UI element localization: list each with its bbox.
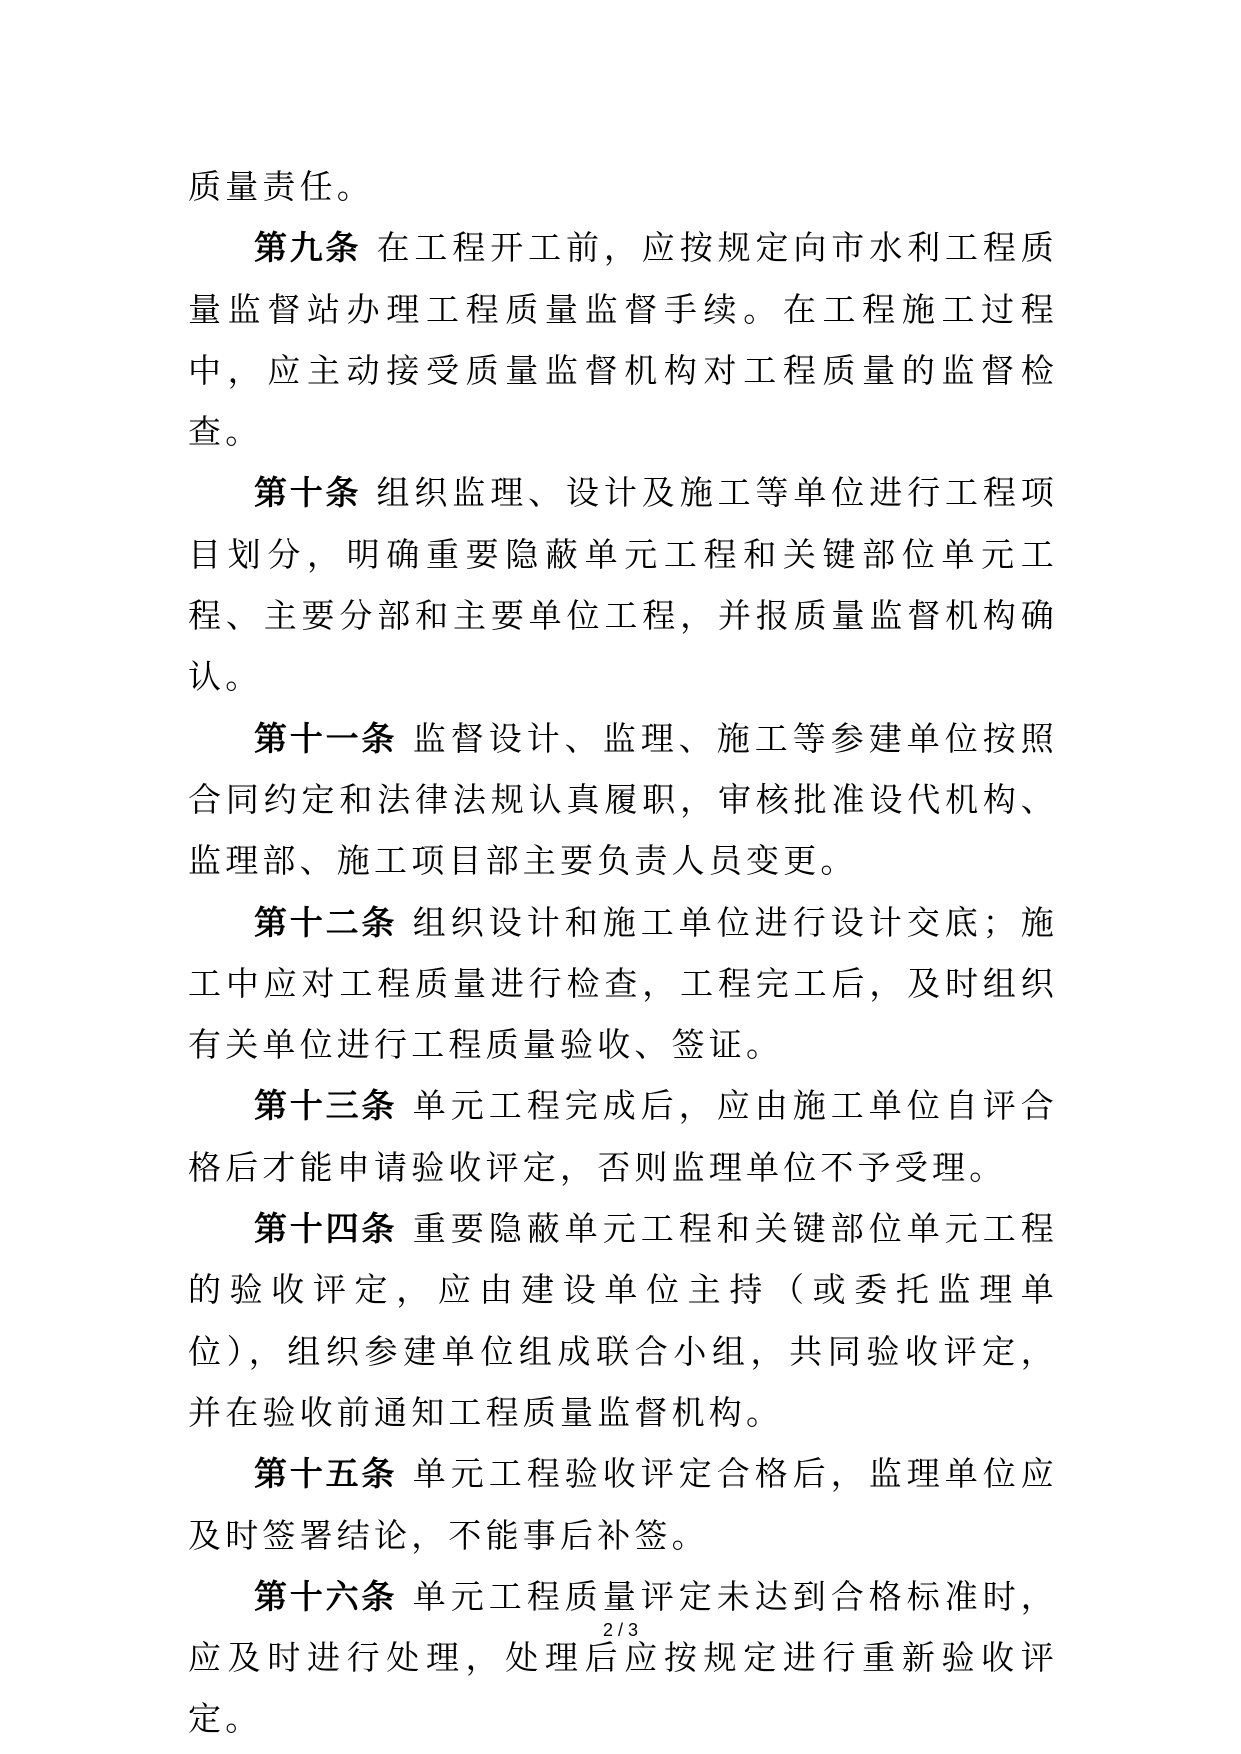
article-paragraph [188, 217, 1058, 462]
article-text: 在工程开工前，应按规定向市水利工程质量监督站办理工程质量监督手续。在工程施工过程中，应主动接受质量监督机构对工程质量的监督检查。 [188, 228, 1058, 452]
article-paragraph [188, 1075, 1058, 1198]
article-heading: 第十六条 [254, 1576, 398, 1616]
article-heading: 第十二条 [254, 902, 398, 942]
article-heading: 第九条 [254, 228, 362, 268]
article-paragraph [188, 708, 1058, 892]
article-list [188, 217, 1058, 1749]
article-text: 组织监理、设计及施工等单位进行工程项目划分，明确重要隐蔽单元工程和关键部位单元工程、主要分部和主要单位工程，并报质量监督机构确认。 [188, 473, 1058, 697]
article-paragraph [188, 1443, 1058, 1566]
article-paragraph [188, 1566, 1058, 1750]
article-text: 重要隐蔽单元工程和关键部位单元工程的验收评定，应由建设单位主持（或委托监理单位），组织参建单位组成联合小组，共同验收评定，并在验收前通知工程质量监督机构。 [188, 1209, 1058, 1432]
article-paragraph [188, 1198, 1058, 1443]
article-paragraph [188, 462, 1058, 707]
article-text: 单元工程完成后，应由施工单位自评合格后才能申请验收评定，否则监理单位不予受理。 [188, 1086, 1058, 1187]
article-heading: 第十四条 [254, 1209, 398, 1249]
page-number: 2 / 3 [602, 1620, 639, 1640]
article-text: 组织设计和施工单位进行设计交底；施工中应对工程质量进行检查，工程完工后，及时组织有关单位进行工程质量验收、签证。 [188, 902, 1058, 1065]
article-heading: 第十五条 [254, 1454, 398, 1494]
article-text: 单元工程质量评定未达到合格标准时，应及时进行处理，处理后应按规定进行重新验收评定。 [188, 1576, 1058, 1739]
article-heading: 第十条 [254, 473, 362, 513]
continuation-paragraph: 质量责任。 [188, 167, 374, 206]
article-paragraph [188, 892, 1058, 1076]
article-text: 监督设计、监理、施工等参建单位按照合同约定和法律法规认真履职，审核批准设代机构、监理部、施工项目部主要负责人员变更。 [188, 718, 1058, 881]
document-body [188, 156, 1058, 1750]
article-heading: 第十一条 [254, 718, 398, 758]
article-heading: 第十三条 [254, 1086, 398, 1126]
article-text: 单元工程验收评定合格后，监理单位应及时签署结论，不能事后补签。 [188, 1454, 1058, 1555]
